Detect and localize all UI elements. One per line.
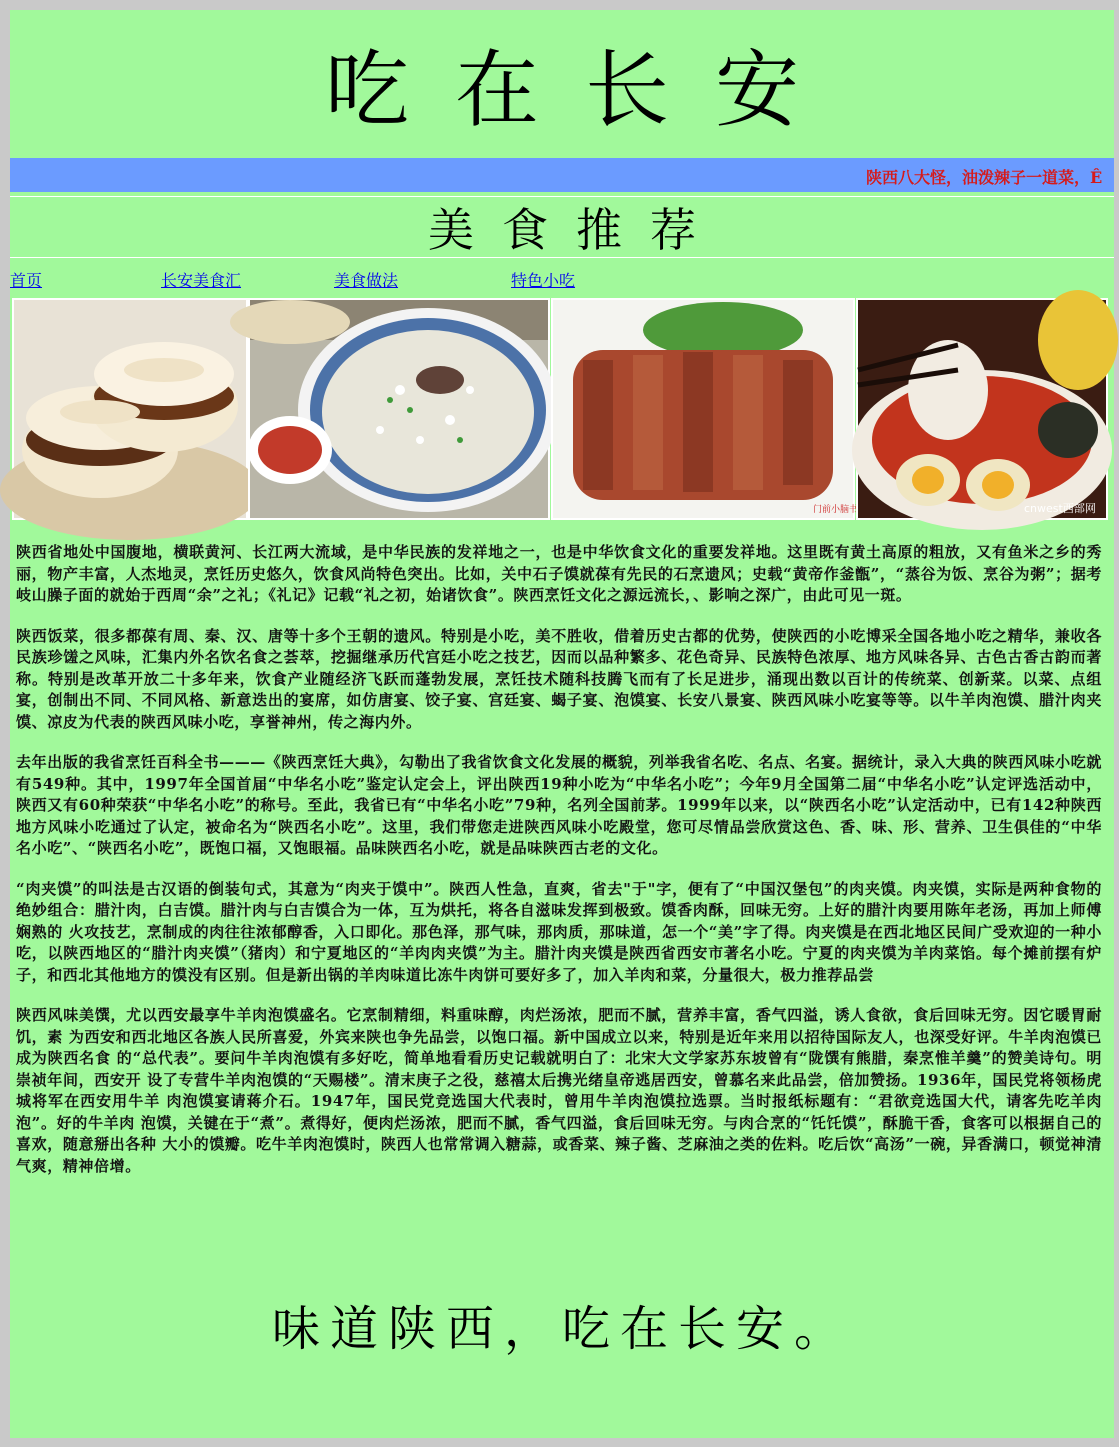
section-banner [10,196,1114,258]
liangpi-image [858,300,1106,518]
roujiamo-image [14,300,246,518]
paragraph-encyclopedia: 去年出版的我省烹饪百科全书———《陕西烹饪大典》，勾勒出了我省饮食文化发展的概貌，列举我省名吃、名点、名宴。据统计，录入大典的陕西风味小吃就有549种。其中，1997年全国首届“中华名小吃”鉴定认定会上，评出陕西19种小吃为“中华名小吃”；今年9月全国第二届“中华名小吃”认定评选活动中，陕西又有60种荣获“中华名小吃”的称号。至此，我省已有“中华名小吃”79种，名列全国前茅。1999年以来，以“陕西名小吃”认定活动中，已有142种陕西地方风味小吃通过了认定，被命名为“陕西名小吃”。这里，我们带您走进陕西风味小吃殿堂，您可尽情品尝欣赏这色、香、味、形、营养、卫生俱佳的“中华名小吃”、“陕西名小吃”，既饱口福，又饱眼福。品味陕西名小吃，就是品味陕西古老的文化。 [16,753,1102,857]
watermark-text: 门前小脑书 [813,505,859,515]
yangrou-paomo-photo[interactable] [248,298,550,520]
kebab-image [553,300,859,518]
roujiamo-photo[interactable] [12,298,248,520]
footer-slogan: 味道陕西，吃在长安。 [271,1301,852,1357]
food-gallery [10,298,1114,522]
paomo-image [250,300,548,518]
article-body [16,542,1102,1196]
watermark-text: cnwest西部网 [1024,502,1096,515]
section-title: 美食推荐 [428,203,724,257]
paragraph-paomo: 陕西风味美馔，尤以西安最享牛羊肉泡馍盛名。它烹制精细，料重味醇，肉烂汤浓，肥而不腻，营养丰富，香气四溢，诱人食欲，食后回味无穷。因它暖胃耐饥，素 为西安和西北地区各族人民所喜爱，外宾来陕也争先品尝，以饱口福。新中国成立以来，特别是近年来用以招待国际友人，也深受好评。牛羊肉泡馍已成为陕西名食 的“总代表”。要问牛羊肉泡馍有多好吃，简单地看看历史记载就明白了：北宋大文学家苏东坡曾有“陇馔有熊腊，秦烹惟羊羹”的赞美诗句。明崇祯年间，西安开 设了专营牛羊肉泡馍的“天赐楼”。清末庚子之役，慈禧太后携光绪皇帝逃居西安，曾慕名来此品尝，倍加赞扬。1936年，国民党将领杨虎城将军在西安用牛羊 肉泡馍宴请蒋介石。1947年，国民党竞选国大代表时，曾用牛羊肉泡馍拉选票。当时报纸标题有：“君欲竞选国大代，请客先吃羊肉泡”。好的牛羊肉 泡馍，关键在于“煮”。煮得好，便肉烂汤浓，肥而不腻，香气四溢，食后回味无穷。与肉合烹的“饦饦馍”，酥脆干香，食客可以根据自己的喜欢，随意掰出各种 大小的馍瓣。吃牛羊肉泡馍时，陕西人也常常调入糖蒜，或香菜、辣子酱、芝麻油之类的佐料。吃后饮“高汤”一碗，异香满口，顿觉神清气爽，精神倍增。 [16,1006,1102,1175]
nav-bar [10,266,1114,290]
header-banner [10,10,1114,156]
paragraph-roujiamo: “肉夹馍”的叫法是古汉语的倒装句式，其意为“肉夹于馍中”。陕西人性急，直爽，省去"于"字，便有了“中国汉堡包”的肉夹馍。肉夹馍，实际是两种食物的 绝妙组合：腊汁肉，白吉馍。腊汁肉与白吉馍合为一体，互为烘托，将各自滋味发挥到极致。馍香肉酥，回味无穷。上好的腊汁肉要用陈年老汤，再加上师傅娴熟的 火攻技艺，烹制成的肉往往浓郁醇香，入口即化。那色泽，那气味，那肉质，那味道，怎一个“美”字了得。肉夹馍是在西北地区民间广受欢迎的一种小 吃，以陕西地区的“腊汁肉夹馍”（猪肉）和宁夏地区的“羊肉肉夹馍”为主。腊汁肉夹馍是陕西省西安市著名小吃。宁夏的肉夹馍为羊肉菜馅。每个摊前摆有炉 子，和西北其他地方的馍没有区别。但是新出锅的羊肉味道比冻牛肉饼可要好多了，加入羊肉和菜，分量很大，极力推荐品尝 [16,879,1102,984]
marquee-text: 陕西八大怪，油泼辣子一道菜，Ê [866,168,1103,187]
paragraph-dishes: 陕西饭菜，很多都葆有周、秦、汉、唐等十多个王朝的遗风。特别是小吃，美不胜收，借着历史古都的优势，使陕西的小吃博采全国各地小吃之精华，兼收各民族珍馐之风味，汇集内外名饮名食之荟萃，挖掘继承历代宫廷小吃之技艺，因而以品种繁多、花色奇异、民族特色浓厚、地方风味各异、古色古香古韵而著称。特别是改革开放二十多年来，饮食产业随经济飞跃而蓬勃发展，烹饪技术随科技腾飞而有了长足进步，涌现出数以百计的传统菜、创新菜。以菜、点组宴，创制出不同、不同风格、新意迭出的宴席，如仿唐宴、饺子宴、宫廷宴、蝎子宴、泡馍宴、长安八景宴、陕西风味小吃宴等等。以牛羊肉泡馍、腊汁肉夹馍、凉皮为代表的陕西风味小吃，享誉神州，传之海内外。 [16,626,1102,731]
page-container [10,10,1114,1438]
nav-link-snacks[interactable]: 特色小吃 [511,271,576,290]
paragraph-intro: 陕西省地处中国腹地，横联黄河、长江两大流域，是中华民族的发祥地之一，也是中华饮食文化的重要发祥地。这里既有黄土高原的粗放，又有鱼米之乡的秀丽，物产丰富，人杰地灵，烹饪历史悠久，饮食风尚特色突出。比如，关中石子馍就葆有先民的石烹遗风；史载“黄帝作釜甑”，“蒸谷为饭、烹谷为粥”；据考岐山臊子面的就始于西周“余”之礼；《礼记》记载“礼之初，始诸饮食”。陕西烹饪文化之源远流长，、影响之深广，由此可见一斑。 [16,543,1102,604]
scrolling-marquee [10,158,1114,192]
kebab-skewers-photo[interactable] [551,298,859,520]
page-title: 吃在长安 [324,40,845,139]
nav-link-food-collection[interactable]: 长安美食汇 [161,271,242,290]
nav-link-recipes[interactable]: 美食做法 [334,271,399,290]
liangpi-photo[interactable] [856,298,1108,520]
nav-link-home[interactable]: 首页 [10,271,43,290]
